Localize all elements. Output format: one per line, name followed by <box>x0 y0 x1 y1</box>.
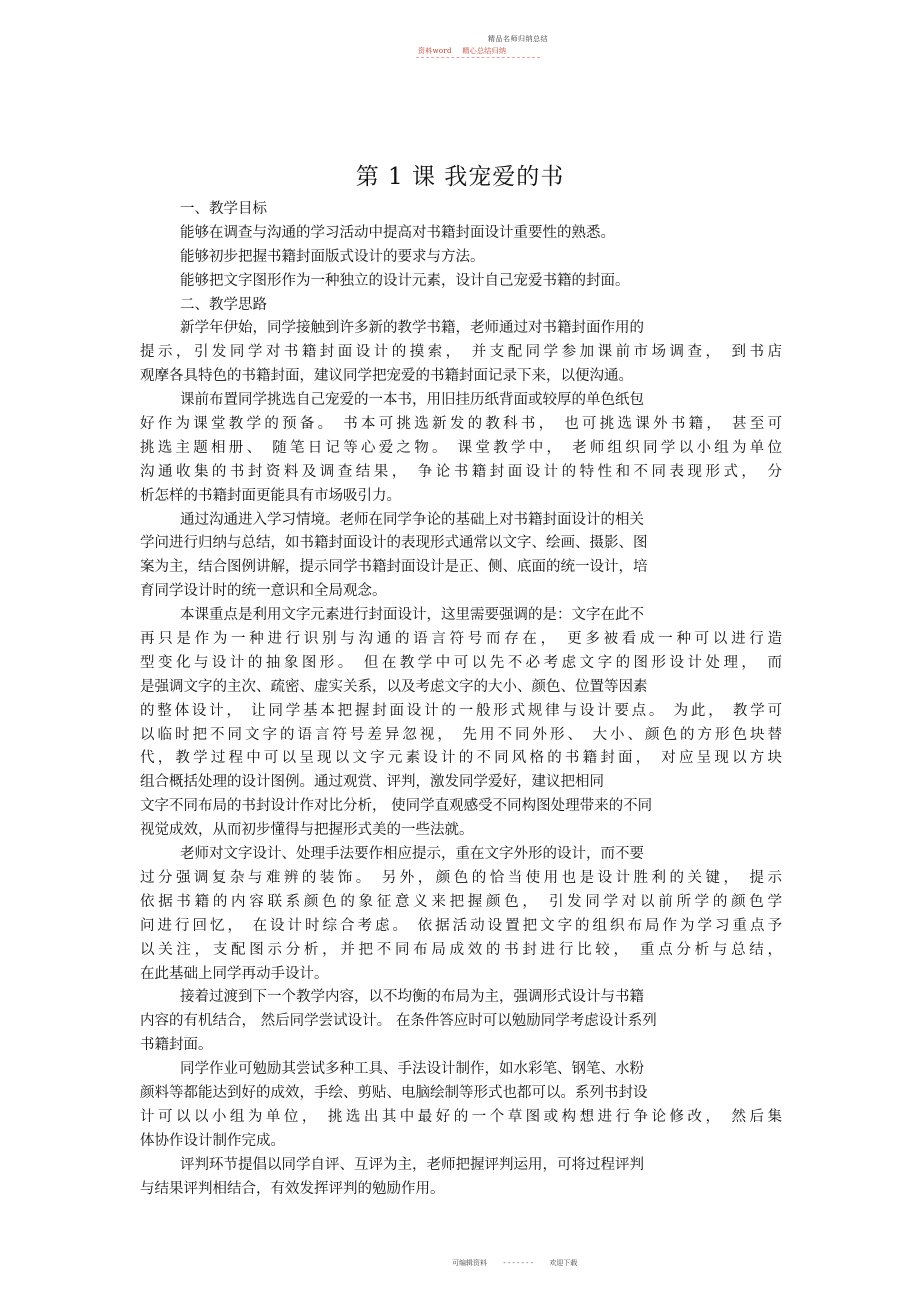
text-line: 问进行回忆， 在设计时综合考虑。 依据活动设置把文字的组织布局作为学习重点予 <box>140 917 782 934</box>
text-line: 文字不同布局的书封设计作对比分析， 使同学直观感受不同构图处理带来的不同 <box>140 798 653 815</box>
text-line: 沟通收集的书封资料及调查结果， 争论书籍封面设计的特性和不同表现形式， 分 <box>140 463 782 480</box>
footer-right: 欢迎下载 <box>549 1259 578 1267</box>
text-line: 案为主，结合图例讲解，提示同学书籍封面设计是正、侧、底面的统一设计，培 <box>140 559 648 576</box>
text-line: 是强调文字的主次、疏密、虚实关系，以及考虑文字的大小、颜色、位置等因素 <box>140 678 648 695</box>
footer-middle: - - - - - - - <box>503 1259 534 1267</box>
header-divider <box>416 57 540 58</box>
text-line: 体协作设计制作完成。 <box>140 1132 285 1149</box>
text-line: 依据书籍的内容联系颜色的象征意义来把握颜色， 引发同学对以前所学的颜色学 <box>140 893 782 910</box>
text-line: 计可以以小组为单位， 挑选出其中最好的一个草图或构想进行争论修改， 然后集 <box>140 1108 782 1125</box>
page-footer <box>452 1258 591 1268</box>
text-line: 接着过渡到下一个教学内容，以不均衡的布局为主，强调形式设计与书籍 <box>180 989 644 1006</box>
text-line: 老师对文字设计、处理手法要作相应提示，重在文字外形的设计，而不要 <box>180 846 644 863</box>
text-line: 学问进行归纳与总结，如书籍封面设计的表现形式通常以文字、绘画、摄影、图 <box>140 535 648 552</box>
text-line: 析怎样的书籍封面更能具有市场吸引力。 <box>140 487 401 504</box>
text-line: 能够初步把握书籍封面版式设计的要求与方法。 <box>180 248 485 265</box>
text-line: 的整体设计， 让同学基本把握封面设计的一般形式规律与设计要点。 为此， 教学可 <box>140 702 782 719</box>
text-line: 本课重点是利用文字元素进行封面设计，这里需要强调的是：文字在此不 <box>180 607 644 624</box>
text-line: 挑选主题相册、 随笔日记等心爱之物。 课堂教学中， 老师组织同学以小组为单位 <box>140 439 782 456</box>
text-line: 育同学设计时的统一意识和全局观念。 <box>140 583 387 600</box>
document-body <box>140 198 782 1201</box>
text-line: 书籍封面。 <box>140 1037 213 1054</box>
page-title: 第 1 课 我宠爱的书 <box>355 164 565 190</box>
text-line: 提示，引发同学对书籍封面设计的摸索， 并支配同学参加课前市场调查， 到书店 <box>140 344 782 361</box>
text-line: 能够在调查与沟通的学习活动中提高对书籍封面设计重要性的熟悉。 <box>180 224 615 241</box>
header-top-text: 精品名师归纳总结 <box>488 35 548 43</box>
text-line: 型变化与设计的抽象图形。 但在教学中可以先不必考虑文字的图形设计处理， 而 <box>140 654 782 671</box>
text-line: 视觉成效，从而初步懂得与把握形式美的一些法就。 <box>140 822 474 839</box>
text-line: 再只是作为一种进行识别与沟通的语言符号而存在， 更多被看成一种可以进行造 <box>140 631 782 648</box>
text-line: 课前布置同学挑选自己宠爱的一本书，用旧挂历纸背面或较厚的单色纸包 <box>180 392 644 409</box>
text-line: 评判环节提倡以同学自评、互评为主，老师把握评判运用，可将过程评判 <box>180 1156 644 1173</box>
header-sub-text <box>418 46 514 56</box>
footer-left: 可编辑资料 <box>452 1259 487 1267</box>
text-line: 同学作业可勉励其尝试多种工具、手法设计制作，如水彩笔、钢笔、水粉 <box>180 1061 644 1078</box>
text-line: 内容的有机结合， 然后同学尝试设计。 在条件答应时可以勉励同学考虑设计系列 <box>140 1013 657 1030</box>
text-line: 好作为课堂教学的预备。 书本可挑选新发的教科书， 也可挑选课外书籍， 甚至可 <box>140 416 782 433</box>
text-line: 二、教学思路 <box>180 296 267 313</box>
text-line: 通过沟通进入学习情境。老师在同学争论的基础上对书籍封面设计的相关 <box>180 511 644 528</box>
text-line: 过分强调复杂与难辨的装饰。 另外，颜色的恰当使用也是设计胜利的关键， 提示 <box>140 869 782 886</box>
text-line: 新学年伊始，同学接触到许多新的教学书籍，老师通过对书籍封面作用的 <box>180 320 644 337</box>
text-line: 以临时把不同文字的语言符号差异忽视， 先用不同外形、 大小、颜色的方形色块替 <box>140 726 782 743</box>
text-line: 观摩各具特色的书籍封面，建议同学把宠爱的书籍封面记录下来，以便沟通。 <box>140 368 633 385</box>
text-line: 能够把文字图形作为一种独立的设计元素，设计自己宠爱书籍的封面。 <box>180 272 630 289</box>
text-line: 与结果评判相结合，有效发挥评判的勉励作用。 <box>140 1180 445 1197</box>
header-sub-left: 资料word <box>418 47 452 55</box>
text-line: 以关注，支配图示分析，并把不同布局成效的书封进行比较， 重点分析与总结， <box>140 941 782 958</box>
text-line: 在此基础上同学再动手设计。 <box>140 965 329 982</box>
header-sub-right: 精心总结归纳 <box>462 47 507 55</box>
text-line: 组合概括处理的设计图例。通过观赏、评判，激发同学爱好，建议把相同 <box>140 774 604 791</box>
text-line: 一、教学目标 <box>180 201 267 217</box>
text-line: 代，教学过程中可以呈现以文字元素设计的不同风格的书籍封面， 对应呈现以方块 <box>140 750 782 767</box>
text-line: 颜料等都能达到好的成效，手绘、剪贴、电脑绘制等形式也都可以。系列书封设 <box>140 1084 648 1101</box>
